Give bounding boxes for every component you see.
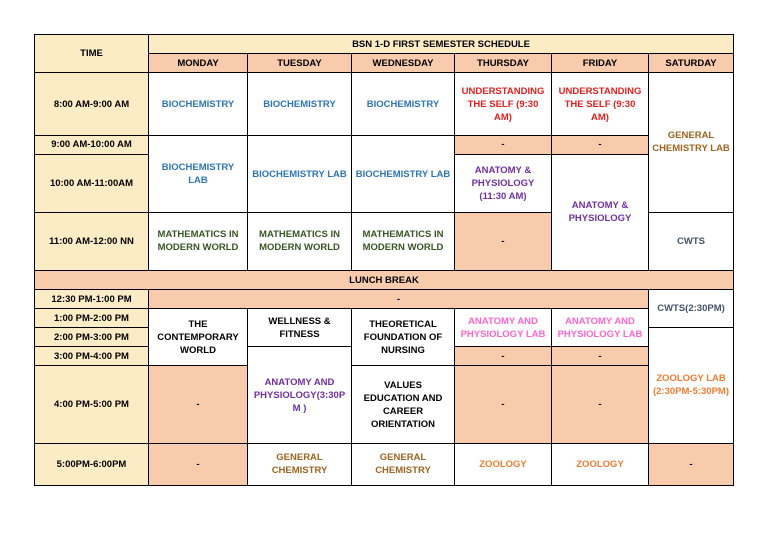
class-cell-mon-9: BIOCHEMISTRY LAB (149, 136, 248, 212)
day-header-thursday: THURSDAY (455, 54, 552, 73)
time-cell: 1:00 PM-2:00 PM (35, 309, 149, 328)
time-cell: 4:00 PM-5:00 PM (35, 366, 149, 443)
class-cell-fri-5: ZOOLOGY (552, 443, 649, 485)
class-cell-sat-11: CWTS (649, 212, 734, 270)
time-cell: 3:00 PM-4:00 PM (35, 347, 149, 366)
class-cell-tue-11: MATHEMATICS IN MODERN WORLD (248, 212, 352, 270)
schedule-title: BSN 1-D FIRST SEMESTER SCHEDULE (149, 35, 734, 54)
day-header-tuesday: TUESDAY (248, 54, 352, 73)
empty-cell-thu-4: - (455, 366, 552, 443)
class-cell-thu-8: UNDERSTANDING THE SELF (9:30 AM) (455, 73, 552, 136)
class-cell-thu-10: ANATOMY & PHYSIOLOGY (11:30 AM) (455, 154, 552, 212)
empty-cell-sat-5: - (649, 443, 734, 485)
lunch-break-row: LUNCH BREAK (35, 271, 734, 290)
day-header-wednesday: WEDNESDAY (352, 54, 455, 73)
empty-cell-mon-5: - (149, 443, 248, 485)
empty-cell-thu-3: - (455, 347, 552, 366)
class-cell-sat-8: GENERAL CHEMISTRY LAB (649, 73, 734, 213)
time-cell: 2:00 PM-3:00 PM (35, 328, 149, 347)
class-cell-sat-2: ZOOLOGY LAB (2:30PM-5:30PM) (649, 328, 734, 443)
empty-cell-fri-4: - (552, 366, 649, 443)
schedule-table (34, 34, 734, 486)
time-cell: 9:00 AM-10:00 AM (35, 136, 149, 154)
class-cell-thu-5: ZOOLOGY (455, 443, 552, 485)
class-cell-wed-8: BIOCHEMISTRY (352, 73, 455, 136)
class-cell-tue-5: GENERAL CHEMISTRY (248, 443, 352, 485)
time-cell: 10:00 AM-11:00AM (35, 154, 149, 212)
empty-cell-thu-9: - (455, 136, 552, 154)
time-cell: 11:00 AM-12:00 NN (35, 212, 149, 270)
class-cell-mon-11: MATHEMATICS IN MODERN WORLD (149, 212, 248, 270)
class-cell-wed-9: BIOCHEMISTRY LAB (352, 136, 455, 212)
class-cell-wed-11: MATHEMATICS IN MODERN WORLD (352, 212, 455, 270)
empty-cell-mon-4: - (149, 366, 248, 443)
class-cell-wed-5: GENERAL CHEMISTRY (352, 443, 455, 485)
class-cell-tue-3: ANATOMY AND PHYSIOLOGY(3:30P M ) (248, 347, 352, 443)
class-cell-mon-1: THE CONTEMPORARY WORLD (149, 309, 248, 366)
empty-cell-fri-9: - (552, 136, 649, 154)
class-cell-wed-4: VALUES EDUCATION AND CAREER ORIENTATION (352, 366, 455, 443)
empty-cell-fri-3: - (552, 347, 649, 366)
day-header-saturday: SATURDAY (649, 54, 734, 73)
time-cell: 8:00 AM-9:00 AM (35, 73, 149, 136)
time-header: TIME (35, 35, 149, 73)
class-cell-sat-1230: CWTS(2:30PM) (649, 290, 734, 328)
day-header-friday: FRIDAY (552, 54, 649, 73)
class-cell-tue-1: WELLNESS & FITNESS (248, 309, 352, 347)
day-header-monday: MONDAY (149, 54, 248, 73)
time-cell: 5:00PM-6:00PM (35, 443, 149, 485)
class-cell-tue-9: BIOCHEMISTRY LAB (248, 136, 352, 212)
class-cell-tue-8: BIOCHEMISTRY (248, 73, 352, 136)
time-cell: 12:30 PM-1:00 PM (35, 290, 149, 309)
class-cell-fri-1: ANATOMY AND PHYSIOLOGY LAB (552, 309, 649, 347)
empty-cell-thu-11: - (455, 212, 552, 270)
class-cell-thu-1: ANATOMY AND PHYSIOLOGY LAB (455, 309, 552, 347)
class-cell-fri-10: ANATOMY & PHYSIOLOGY (552, 154, 649, 271)
empty-cell-1230: - (149, 290, 649, 309)
class-cell-fri-8: UNDERSTANDING THE SELF (9:30 AM) (552, 73, 649, 136)
class-cell-mon-8: BIOCHEMISTRY (149, 73, 248, 136)
class-cell-wed-1: THEORETICAL FOUNDATION OF NURSING (352, 309, 455, 366)
